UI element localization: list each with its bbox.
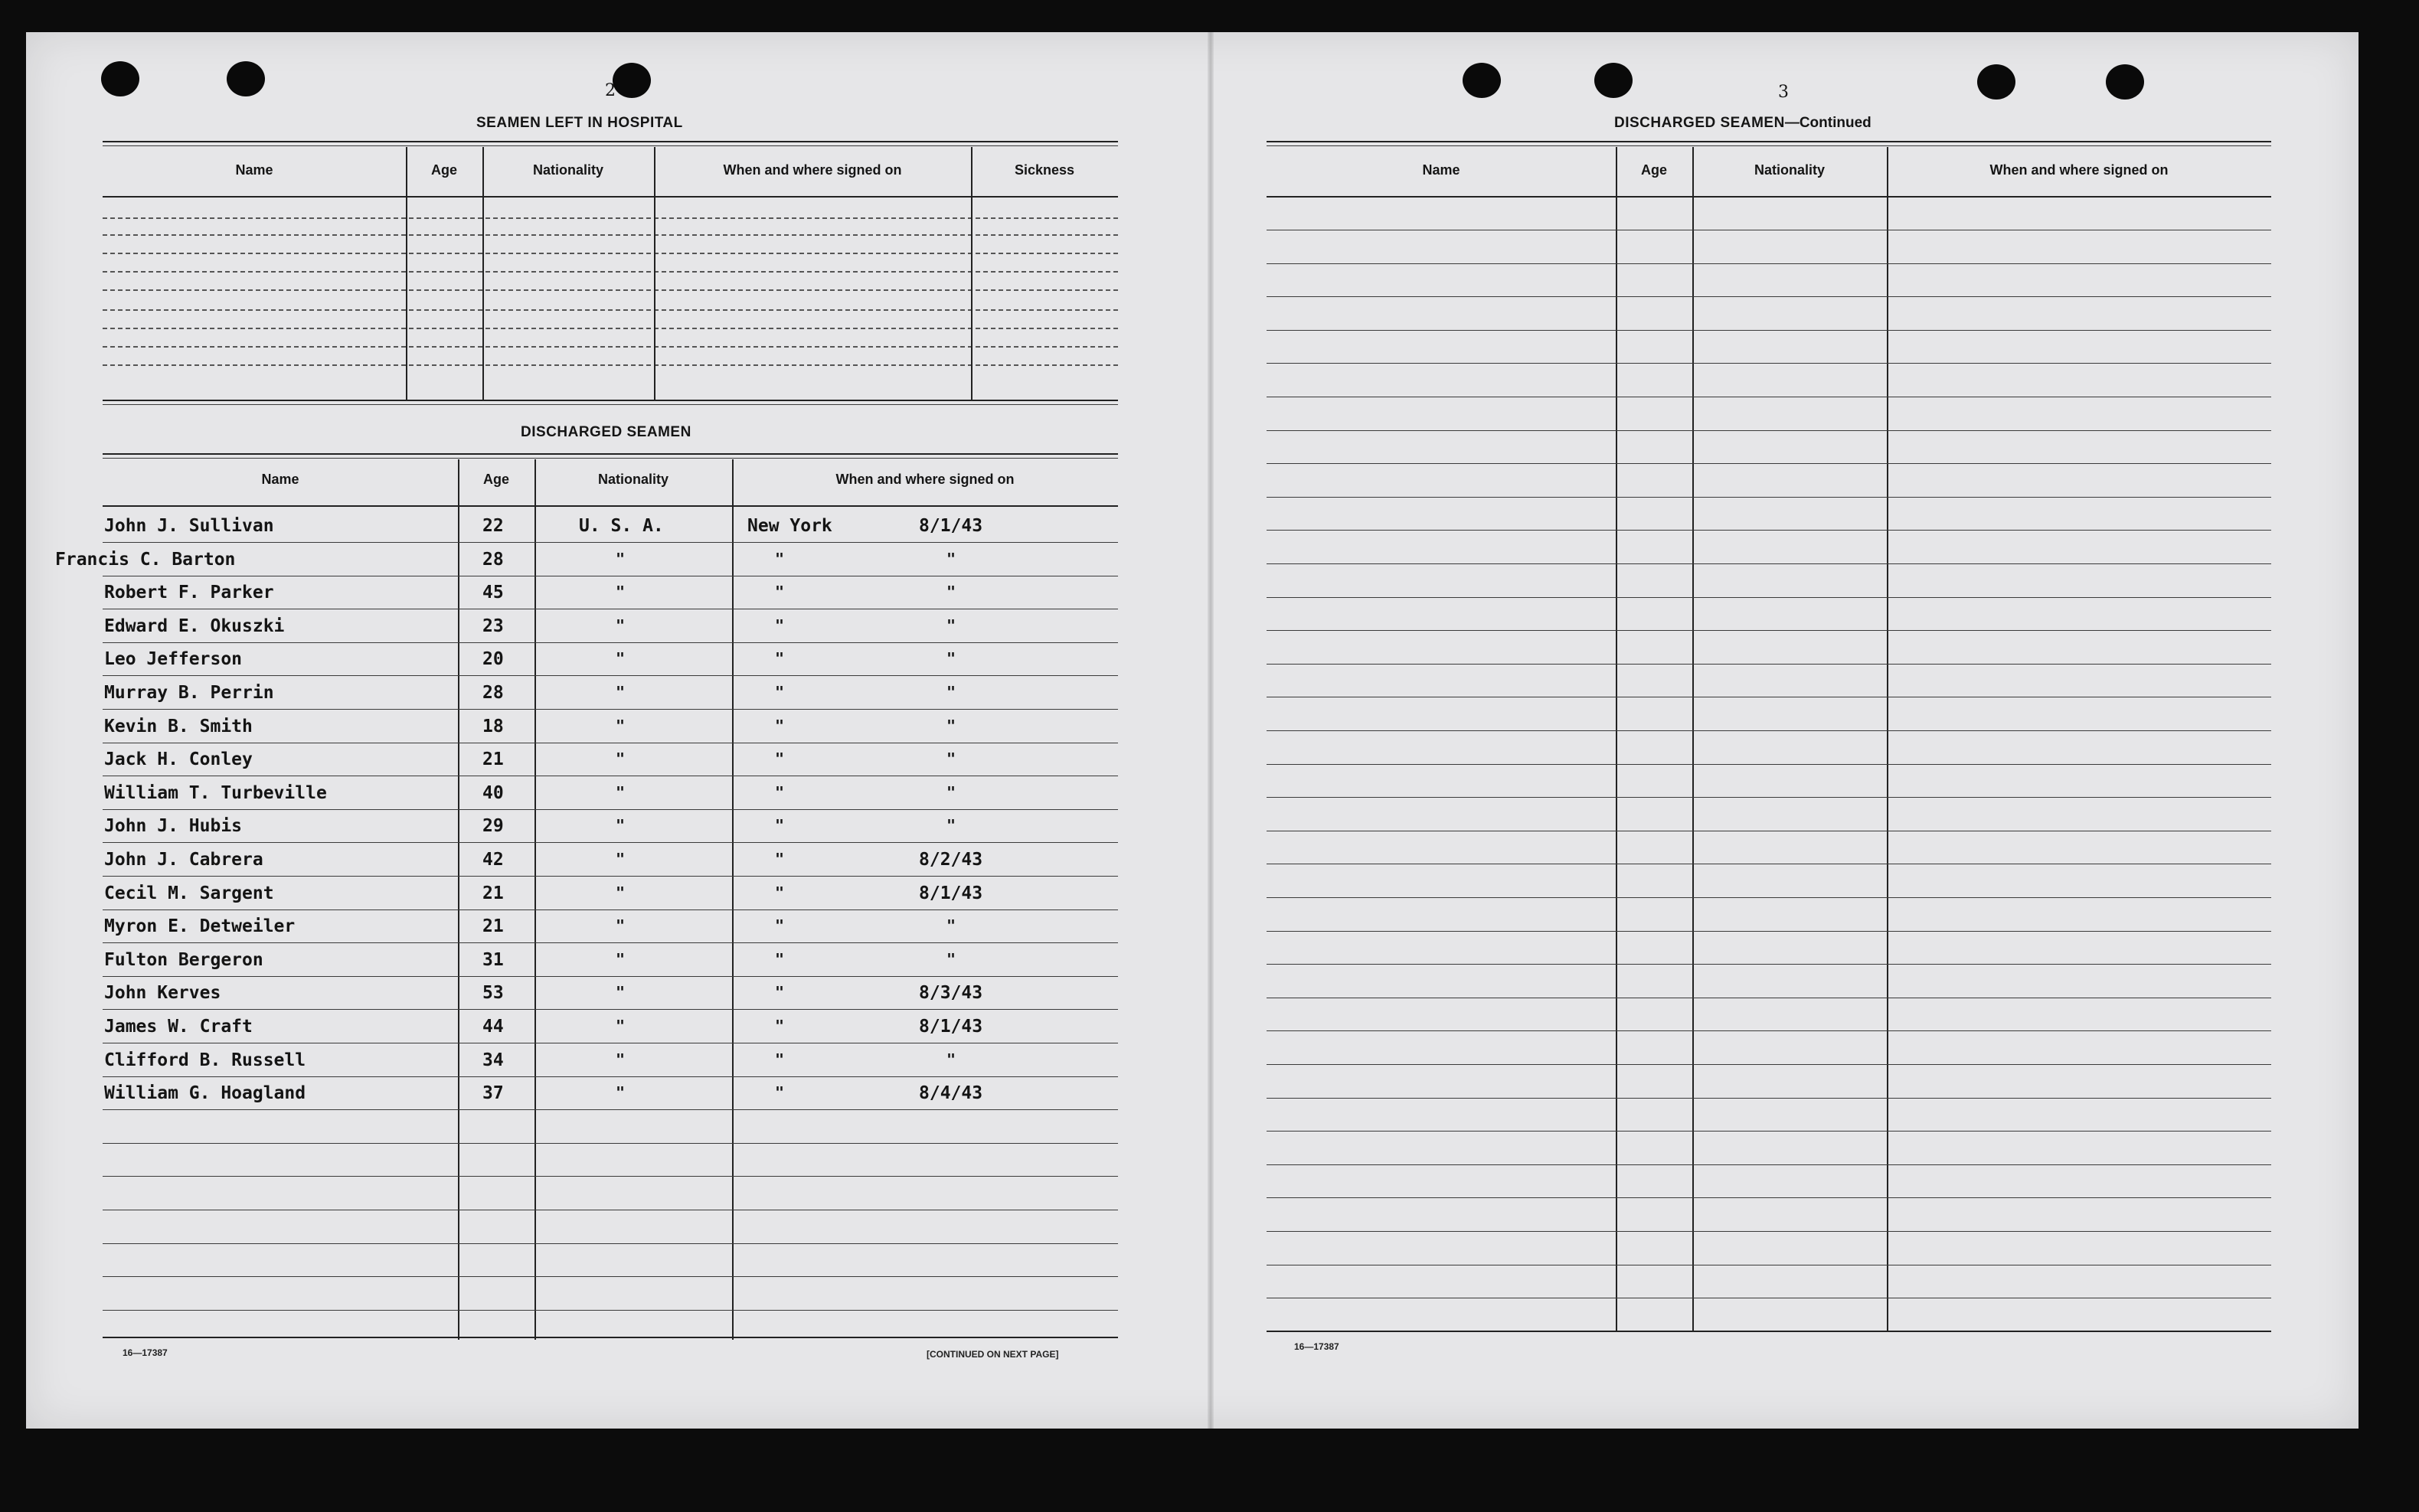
seaman-age: 28 (482, 683, 504, 703)
seaman-name: Jack H. Conley (104, 749, 253, 770)
signed-date: " (946, 782, 956, 802)
right-title-suffix: —Continued (1784, 115, 1871, 131)
row-rule (103, 976, 1118, 977)
signed-date: " (946, 649, 956, 668)
page-number-right: 3 (1778, 83, 1789, 102)
row-rule (103, 1076, 1118, 1077)
seaman-nationality: U. S. A. (579, 516, 664, 536)
seaman-nationality: " (616, 1050, 626, 1069)
row-rule (103, 1109, 1118, 1110)
row-rule (103, 942, 1118, 943)
seaman-nationality: " (616, 983, 626, 1002)
signed-date: 8/1/43 (919, 883, 983, 903)
signed-date: 8/2/43 (919, 850, 983, 870)
row-rule (1267, 1030, 2271, 1031)
seaman-name: Leo Jefferson (104, 649, 243, 670)
seaman-age: 21 (482, 749, 504, 770)
signed-place: " (775, 1050, 785, 1069)
rule (103, 458, 1118, 459)
row-rule (1267, 764, 2271, 765)
rule (103, 196, 1118, 198)
seaman-nationality: " (616, 749, 626, 769)
seaman-name: John J. Cabrera (104, 850, 263, 870)
page-number-left: 2 (605, 81, 616, 100)
row-rule (1267, 897, 2271, 898)
punch-hole (227, 61, 265, 96)
seaman-age: 40 (482, 782, 504, 803)
signed-place: " (775, 916, 785, 936)
rule (103, 217, 1118, 219)
seaman-name: John Kerves (104, 983, 221, 1004)
seaman-name: Myron E. Detweiler (104, 916, 296, 937)
row-rule (1267, 330, 2271, 331)
right-header-age: Age (1640, 162, 1667, 178)
rule (103, 145, 1118, 146)
signed-place: " (775, 816, 785, 835)
seaman-age: 44 (482, 1017, 504, 1037)
row-rule (1267, 630, 2271, 631)
signed-date: " (946, 716, 956, 735)
column-divider (1692, 147, 1694, 1332)
row-rule (103, 1310, 1118, 1311)
seaman-nationality: " (616, 782, 626, 802)
seaman-nationality: " (616, 616, 626, 635)
signed-date: " (946, 583, 956, 602)
seaman-nationality: " (616, 816, 626, 835)
row-rule (1267, 1197, 2271, 1198)
rule (1267, 145, 2271, 146)
rule (103, 346, 1118, 348)
row-rule (103, 642, 1118, 643)
row-rule (103, 909, 1118, 910)
right-header-nationality: Nationality (1754, 162, 1825, 178)
seaman-nationality: " (616, 683, 626, 701)
punch-hole (101, 61, 139, 96)
discharged-header-age: Age (482, 472, 509, 487)
column-divider (534, 459, 536, 1340)
seaman-age: 23 (482, 616, 504, 636)
hospital-header-signed: When and where signed on (723, 162, 902, 178)
rule (103, 253, 1118, 254)
seaman-name: Francis C. Barton (55, 549, 236, 570)
row-rule (1267, 1164, 2271, 1165)
row-rule (103, 542, 1118, 543)
rule (103, 1337, 1118, 1338)
seaman-age: 45 (482, 583, 504, 603)
discharged-section-title: DISCHARGED SEAMEN (521, 424, 691, 440)
rule (103, 309, 1118, 311)
row-rule (103, 1243, 1118, 1244)
discharged-header-name: Name (261, 472, 299, 487)
row-rule (1267, 1231, 2271, 1232)
signed-place: " (775, 1017, 785, 1035)
signed-date: " (946, 683, 956, 701)
seaman-nationality: " (616, 916, 626, 936)
seaman-age: 28 (482, 549, 504, 570)
row-rule (103, 1009, 1118, 1010)
signed-place: " (775, 649, 785, 668)
right-title-main: DISCHARGED SEAMEN (1614, 115, 1785, 131)
seaman-age: 21 (482, 883, 504, 903)
rule (103, 453, 1118, 455)
seaman-name: Murray B. Perrin (104, 683, 274, 703)
column-divider (458, 459, 459, 1340)
row-rule (1267, 1131, 2271, 1132)
seaman-age: 29 (482, 816, 504, 837)
row-rule (103, 675, 1118, 676)
seaman-name: James W. Craft (104, 1017, 253, 1037)
signed-date: 8/1/43 (919, 516, 983, 536)
seaman-name: William T. Turbeville (104, 782, 327, 803)
signed-date: " (946, 749, 956, 769)
rule (103, 400, 1118, 401)
seaman-age: 37 (482, 1083, 504, 1104)
seaman-nationality: " (616, 1017, 626, 1035)
seaman-nationality: " (616, 583, 626, 602)
seaman-name: Kevin B. Smith (104, 716, 253, 736)
column-divider (1616, 147, 1617, 1332)
column-divider (732, 459, 734, 1340)
row-rule (1267, 931, 2271, 932)
signed-date: " (946, 616, 956, 635)
rule (103, 271, 1118, 273)
row-rule (1267, 563, 2271, 564)
seaman-name: Robert F. Parker (104, 583, 274, 603)
continued-note: [CONTINUED ON NEXT PAGE] (927, 1349, 1059, 1360)
row-rule (103, 709, 1118, 710)
hospital-header-age: Age (430, 162, 457, 178)
signed-date: " (946, 916, 956, 936)
punch-hole (2106, 64, 2144, 100)
column-divider (1887, 147, 1888, 1332)
row-rule (103, 1176, 1118, 1177)
row-rule (1267, 1098, 2271, 1099)
seaman-nationality: " (616, 649, 626, 668)
seaman-age: 42 (482, 850, 504, 870)
right-section-title (1614, 115, 1871, 132)
column-divider (406, 147, 407, 401)
signed-date: " (946, 549, 956, 568)
signed-place: " (775, 549, 785, 568)
seaman-age: 18 (482, 716, 504, 736)
signed-date: 8/4/43 (919, 1083, 983, 1104)
row-rule (1267, 430, 2271, 431)
rule (103, 404, 1118, 405)
signed-place: " (775, 716, 785, 735)
punch-hole (1977, 64, 2015, 100)
signed-place: " (775, 949, 785, 968)
rule (103, 289, 1118, 291)
signed-place: " (775, 850, 785, 868)
seaman-age: 21 (482, 916, 504, 937)
seaman-name: John J. Hubis (104, 816, 243, 837)
seaman-name: John J. Sullivan (104, 516, 274, 536)
signed-place: " (775, 749, 785, 769)
column-divider (654, 147, 655, 401)
form-number-right: 16—17387 (1294, 1341, 1339, 1352)
row-rule (103, 1143, 1118, 1144)
row-rule (1267, 964, 2271, 965)
row-rule (1267, 296, 2271, 297)
seaman-name: Fulton Bergeron (104, 949, 263, 970)
hospital-section-title: SEAMEN LEFT IN HOSPITAL (476, 115, 683, 131)
rule (103, 328, 1118, 329)
column-divider (971, 147, 973, 401)
seaman-age: 22 (482, 516, 504, 536)
seaman-nationality: " (616, 1083, 626, 1102)
hospital-header-name: Name (235, 162, 273, 178)
signed-place: " (775, 883, 785, 902)
seaman-name: Cecil M. Sargent (104, 883, 274, 903)
seaman-name: William G. Hoagland (104, 1083, 306, 1104)
signed-date: " (946, 949, 956, 968)
hospital-header-sickness: Sickness (1014, 162, 1075, 178)
row-rule (103, 876, 1118, 877)
signed-date: 8/1/43 (919, 1017, 983, 1037)
signed-place: " (775, 683, 785, 701)
form-number-left: 16—17387 (123, 1347, 168, 1358)
rule (103, 141, 1118, 142)
seaman-age: 53 (482, 983, 504, 1004)
seaman-age: 20 (482, 649, 504, 670)
seaman-nationality: " (616, 716, 626, 735)
row-rule (1267, 664, 2271, 665)
signed-place: " (775, 983, 785, 1002)
seaman-name: Edward E. Okuszki (104, 616, 285, 636)
seaman-nationality: " (616, 949, 626, 968)
row-rule (1267, 463, 2271, 464)
row-rule (1267, 363, 2271, 364)
signed-date: 8/3/43 (919, 983, 983, 1004)
signed-place: New York (747, 516, 832, 536)
row-rule (1267, 263, 2271, 264)
row-rule (103, 1276, 1118, 1277)
right-header-signed: When and where signed on (1989, 162, 2169, 178)
rule (1267, 141, 2271, 142)
row-rule (1267, 497, 2271, 498)
row-rule (103, 809, 1118, 810)
column-divider (482, 147, 484, 401)
signed-place: " (775, 616, 785, 635)
rule (103, 364, 1118, 366)
hospital-header-nationality: Nationality (532, 162, 603, 178)
seaman-name: Clifford B. Russell (104, 1050, 306, 1070)
discharged-header-signed: When and where signed on (835, 472, 1015, 487)
row-rule (103, 842, 1118, 843)
seaman-nationality: " (616, 850, 626, 868)
row-rule (1267, 597, 2271, 598)
rule (103, 234, 1118, 236)
rule (1267, 196, 2271, 198)
page-fold (1208, 32, 1214, 1429)
seaman-nationality: " (616, 883, 626, 902)
signed-place: " (775, 782, 785, 802)
punch-hole (613, 63, 651, 98)
punch-hole (1463, 63, 1501, 98)
row-rule (1267, 797, 2271, 798)
row-rule (1267, 1064, 2271, 1065)
signed-date: " (946, 1050, 956, 1069)
seaman-age: 34 (482, 1050, 504, 1070)
seaman-nationality: " (616, 549, 626, 568)
signed-place: " (775, 583, 785, 602)
seaman-age: 31 (482, 949, 504, 970)
rule (1267, 1331, 2271, 1332)
signed-date: " (946, 816, 956, 835)
signed-place: " (775, 1083, 785, 1102)
discharged-header-nationality: Nationality (597, 472, 668, 487)
row-rule (1267, 530, 2271, 531)
rule (103, 505, 1118, 507)
punch-hole (1594, 63, 1633, 98)
row-rule (1267, 730, 2271, 731)
right-header-name: Name (1422, 162, 1460, 178)
